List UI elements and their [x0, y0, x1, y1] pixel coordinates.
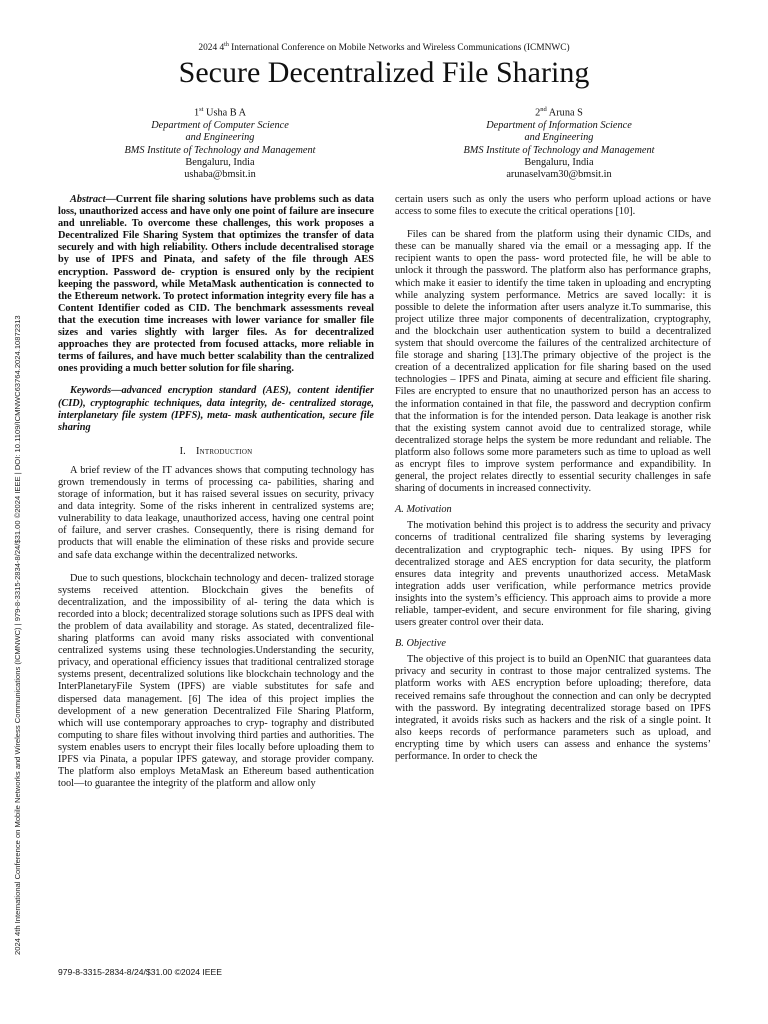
- abstract-label: Abstract: [70, 194, 106, 205]
- author-city: Bengaluru, India: [524, 157, 594, 169]
- author-department-cont: and Engineering: [185, 132, 255, 144]
- copyright-footer: 979-8-3315-2834-8/24/$31.00 ©2024 IEEE: [58, 967, 223, 977]
- subsection-heading-objective: B. Objective: [395, 638, 446, 650]
- section-heading-introduction: I. Introduction: [179, 445, 253, 457]
- doi-sidebar: 2024 4th International Conference on Mobile Networks and Wireless Communications (ICMNWC) | 979-8-3315-2834-8/24/$31.00 ©2024 IEEE | DOI: 10.1109/ICMNWC63764.2024.10872313: [13, 315, 22, 955]
- author-email: arunaselvam30@bmsit.in: [506, 169, 612, 181]
- intro-paragraph-1: A brief review of the IT advances shows that computing technology has grown tremendously in terms of processing ca- pabilities, sharing and storage of information, but it has raised several issues on security, privacy and data integrity. Some of the risks inherent in centralized systems are; vulnerability to data leakage, unauthorized access, having one central point of failure, and server crashes. Consequently, there is rising demand for products that will enable the elimination of these risks and provide secure and safe data exchange within the decentralized networks.: [58, 464, 374, 561]
- keywords: [58, 385, 374, 433]
- keywords-label: Keywords: [70, 385, 112, 397]
- author-name: 1st Usha B A: [193, 106, 247, 119]
- intro-paragraph-3: Files can be shared from the platform using their dynamic CIDs, and these can be manually shared via the email or a messaging app. If the recipient wants to open the pass- word protected file, he will be able to unlock it through the password. The platform also has performance graphs, which make it easier to identify the time taken in uploading and encrypting while analyzing system performance. Metrics are saved locally: it is possible to delete the information after users analyze it.To summarise, this project utilize three major components of decentralization, cryptography, and the blockchain user authentication system to build a decentralized system that should overcome the failures of the centralized architecture of file storage and sharing [13].The primary objective of the project is the creation of a decentralized application for file sharing based on the used technologies – IPFS and Pinata, aiming at secure and efficient file sharing. Files are encrypted to ensure that no unauthorized person has an access to the information contained in that file, the password and decryption confirm that the information is for the intended person. Data leakage is another risk that the existing system cannot avoid due to centralized storage, while decentralized storage helps the system be more redundant and reliable. The platform also follows some more parameters such as time to upload as well as encrypt files to improve system performance and expandibility. In general, the project relates directly to essential security challenges in safe sharing of documents in increased connectivity.: [395, 229, 711, 495]
- author-department-cont: and Engineering: [524, 132, 594, 144]
- intro-paragraph-2: Due to such questions, blockchain technology and decen- tralized storage systems received attention. Blockchain gives the benefits of decentralization, and the impossibility of al- tering the data which is recorded into a block; decentralized storage solutions such as IPFS deal with the problem of data availability and storage. As stated, decentralized file-sharing platforms can avoid many risks associated with conventional centralized systems using these technologies.Understanding the security, privacy, and operational efficiency issues that traditional centralized storage systems present, decentralized solutions like blockchain technology and the InterPlanetaryFile System (IPFS) are viable substitutes for safe and dispersed data management. [6] The idea of this project implies the development of a new generation Decentralized File Sharing Platform, which will use contemporary approaches to cryp- tography and distributed computing to share files without involving third parties and authorities. The system enables users to encrypt their files locally before uploading them to IPFS via Pinata, a popular IPFS gateway, and storage provider company. The platform also employs MetaMask an Ethereum based authentication tool—to guarantee the integrity of the platform and allow only: [58, 572, 374, 790]
- author-name: 2nd Aruna S: [535, 106, 583, 119]
- paper-title: Secure Decentralized File Sharing: [178, 56, 590, 89]
- author-institute: BMS Institute of Technology and Management: [463, 144, 655, 156]
- keywords-text: —advanced encryption standard (AES), content identifier (CID), cryptographic techniques, data integrity, de- centralized storage, interplanetary file system (IPFS), meta- mask authentication, secure file sharing: [58, 385, 374, 433]
- author-department: Department of Information Science: [486, 119, 632, 131]
- author-email: ushaba@bmsit.in: [184, 169, 256, 181]
- abstract: [58, 194, 374, 375]
- left-column: [58, 194, 374, 790]
- author-city: Bengaluru, India: [185, 157, 255, 169]
- objective-paragraph: The objective of this project is to build an OpenNIC that guarantees data privacy and security in contrast to those major centralized systems. The platform works with AES encryption before uploading; therefore, data received remains safe throughout the connection and can only be decrypted with the password. By integrating decentralized storage based on IPFS integrated, it avoids risks such as hackers and the risk of a single point. It also keeps records of performance parameters such as upload, and encrypting time by which users can assess and enhance the systems’ performance. In order to check the: [395, 654, 711, 763]
- author-institute: BMS Institute of Technology and Management: [124, 144, 316, 156]
- author-block-2: [394, 104, 724, 182]
- abstract-text: —Current file sharing solutions have problems such as data loss, unauthorized access and have only one point of failure are insecure and unreliable. To overcome these challenges, this work proposes a Decentralized File Sharing System that optimizes the transfer of data securely and with high reliability. Others include decentralised storage by use of IPFS and Pinata, and safety of the file through AES encryption. Password de- cryption is ensured only by the recipient keeping the password, while MetaMask authentication is connected to the Ethereum network. To protect information integrity every file has a Content Identifier coded as CID. The benchmark assessments reveal that the execution time increases with lower variance for smaller file sizes and varies slightly with larger files. As for decentralized approaches they are protected from focused attacks, more reliable in terms of failures, and have much better scalability than the centralized ones providing a much better solution for file sharing.: [58, 194, 374, 375]
- conference-header: 2024 4th International Conference on Mobile Networks and Wireless Communications (ICMNWC): [198, 42, 570, 54]
- intro-paragraph-continued: certain users such as only the users who perform upload actions or have access to some files to execute the critical operations [10].: [395, 194, 711, 218]
- motivation-paragraph: The motivation behind this project is to address the security and privacy concerns of traditional centralized file sharing systems by leveraging decentralization and cryptographic tech- niques. By using IPFS for decentralized storage and AES encryption for data security, the platform ensures data integrity and prevents unauthorized access. MetaMask integration adds user verification, while performance metrics provide insights into the system’s efficiency. This approach aims to provide a more reliable, tamper-evident, and secure environment for file sharing, giving users greater control over their data.: [395, 520, 711, 629]
- subsection-heading-motivation: A. Motivation: [395, 504, 452, 516]
- author-department: Department of Computer Science: [151, 119, 289, 131]
- right-column: [395, 194, 711, 763]
- author-block-1: [55, 104, 385, 182]
